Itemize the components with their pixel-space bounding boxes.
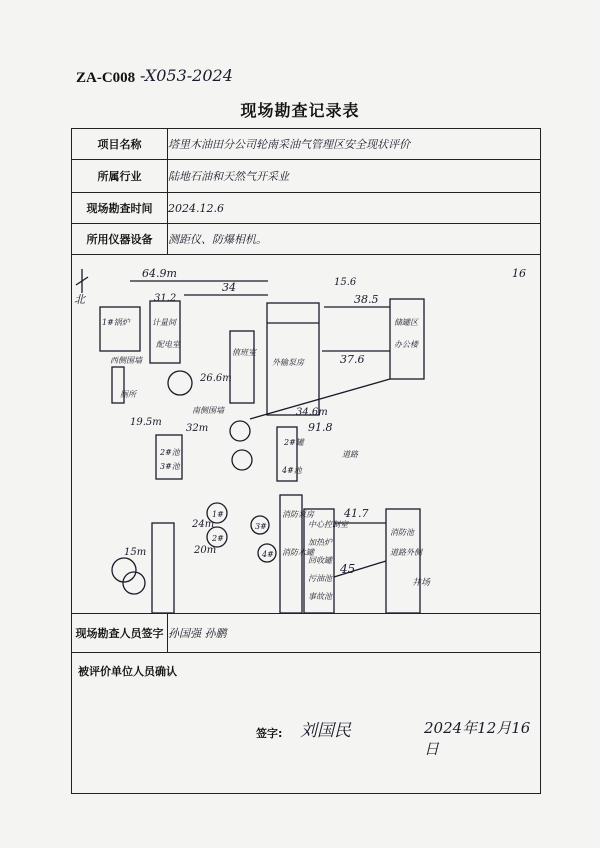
- sketch-label: 3#: [255, 522, 267, 531]
- sketch-shape: [100, 307, 140, 351]
- industry-value: 陆地石油和天然气开采业: [168, 160, 541, 193]
- sketch-dimension: 64.9m: [142, 267, 177, 280]
- confirmer-signature: 刘国民: [300, 721, 351, 741]
- sketch-shape: [386, 509, 420, 613]
- sketch-label: 4#池: [282, 466, 302, 475]
- form-title: 现场勘查记录表: [240, 101, 360, 120]
- project-value: 塔里木油田分公司轮南采油气管理区安全现状评价: [168, 129, 541, 160]
- sketch-dimension: 32m: [186, 423, 209, 434]
- sketch-dimension: 45: [340, 562, 356, 576]
- sketch-label: 道路: [342, 450, 358, 459]
- sketch-label: 消防水罐: [282, 548, 314, 557]
- sketch-label: 西侧围墙: [110, 356, 142, 365]
- sign-label: 签字:: [256, 727, 283, 740]
- site-sketch: [72, 255, 540, 613]
- sketch-page-mark: 16: [512, 267, 526, 280]
- equipment-value: 测距仪、防爆相机。: [168, 224, 541, 255]
- sketch-label: 污油池: [308, 574, 332, 583]
- sketch-shape: [232, 450, 252, 470]
- sketch-label: 值班室: [232, 348, 256, 357]
- sketch-dimension: 34: [222, 281, 236, 294]
- sketch-dimension: 41.7: [344, 507, 369, 520]
- document-code-handwritten: -X053-2024: [140, 66, 233, 85]
- site-sketch-cell: [72, 255, 541, 614]
- sketch-dimension: 37.6: [340, 353, 365, 366]
- sketch-label: 事故池: [308, 592, 332, 601]
- sketch-label: 2#: [212, 534, 224, 543]
- sketch-label: 井场: [412, 578, 431, 588]
- equipment-label: 所用仪器设备: [72, 224, 168, 255]
- sketch-label: 4#: [262, 550, 274, 559]
- sketch-dimension: 19.5m: [130, 417, 162, 428]
- record-table: [71, 128, 541, 794]
- sketch-label: 2#池: [160, 448, 180, 457]
- sketch-label: 计量间: [152, 318, 176, 327]
- sketch-label: 办公楼: [394, 340, 418, 349]
- sketch-shape: [152, 523, 174, 613]
- sketch-dimension: 91.8: [308, 421, 333, 434]
- sketch-dimension: 38.5: [354, 293, 379, 306]
- time-label: 现场勘查时间: [72, 193, 168, 224]
- sketch-label: 加热炉: [308, 538, 332, 547]
- sketch-label: 储罐区: [394, 318, 418, 327]
- sketch-dimension: 26.6m: [200, 373, 232, 384]
- sketch-label: 回收罐: [308, 556, 332, 565]
- sketch-label: 3#池: [160, 462, 180, 471]
- sketch-dimension: 20m: [194, 545, 217, 556]
- sketch-compass: 北: [74, 293, 85, 306]
- sketch-label: 厕所: [120, 390, 136, 399]
- confirmation-cell: [72, 653, 541, 794]
- sketch-label: 配电室: [156, 340, 180, 349]
- sketch-label: 1#锅炉: [102, 318, 130, 327]
- confirm-label: 被评价单位人员确认: [78, 665, 177, 678]
- sketch-dimension: 31.2: [154, 293, 177, 304]
- sketch-label: 道路外侧: [390, 548, 422, 557]
- time-value: 2024.12.6: [168, 193, 541, 224]
- sketch-label: 2#罐: [284, 438, 304, 447]
- sketch-shape: [230, 331, 254, 403]
- inspector-label: 现场勘查人员签字: [72, 614, 168, 653]
- project-label: 项目名称: [72, 129, 168, 160]
- sketch-shape: [150, 301, 180, 363]
- sketch-shape: [168, 371, 192, 395]
- sketch-label: 消防池: [390, 528, 414, 537]
- sketch-label: 1#: [212, 510, 224, 519]
- sketch-label: 中心控制室: [308, 520, 348, 529]
- sketch-dimension: 24m: [192, 519, 215, 530]
- confirm-date: 2024年12月16日: [424, 719, 531, 758]
- industry-label: 所属行业: [72, 160, 168, 193]
- sketch-label: 外输泵房: [272, 358, 304, 367]
- sketch-shape: [230, 421, 250, 441]
- sketch-dimension: 15m: [124, 547, 147, 558]
- document-code: ZA-C008: [76, 70, 136, 86]
- sketch-dimension: 34.6m: [296, 407, 328, 418]
- sketch-dimension: 15.6: [334, 277, 357, 288]
- sketch-label: 消防泵房: [282, 510, 314, 519]
- sketch-shape: [123, 572, 145, 594]
- sketch-shape: [156, 435, 182, 479]
- sketch-label: 南侧围墙: [192, 406, 224, 415]
- sketch-shape: [390, 299, 424, 379]
- inspector-signatures: 孙国强 孙鹏: [168, 614, 541, 653]
